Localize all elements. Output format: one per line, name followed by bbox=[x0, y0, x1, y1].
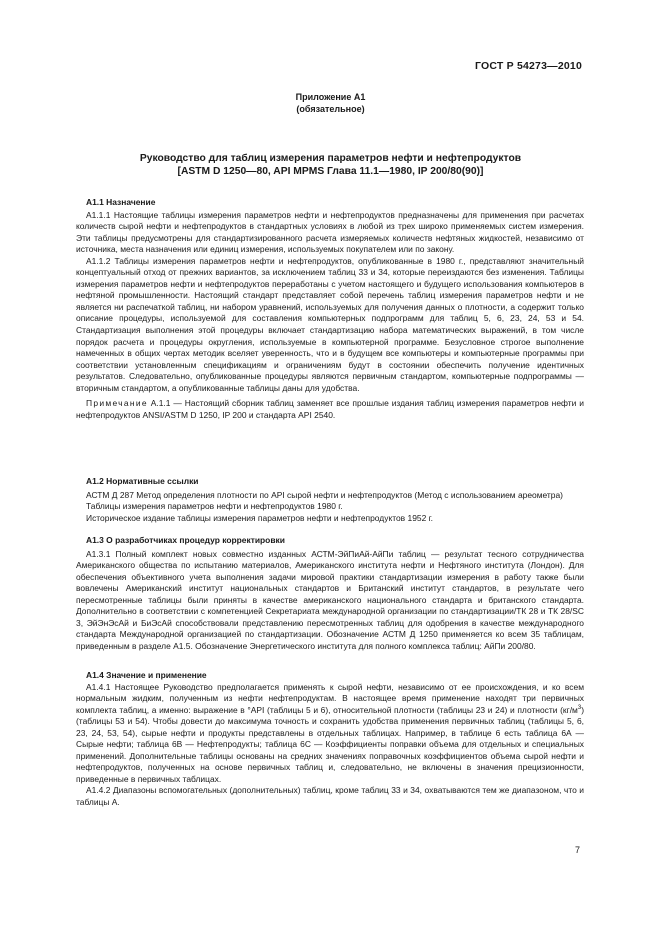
document-title bbox=[0, 152, 661, 178]
annex-status: (обязательное) bbox=[296, 104, 365, 114]
note-a1-1 bbox=[76, 398, 584, 421]
document-title-line1: Руководство для таблиц измерения параметров нефти и нефтепродуктов bbox=[139, 153, 522, 164]
standard-id: ГОСТ Р 54273—2010 bbox=[474, 60, 582, 72]
section-a1-2 bbox=[76, 476, 584, 524]
note-label: Примечание bbox=[86, 398, 148, 409]
paragraph-a1-1-2: А1.1.2 Таблицы измерения параметров нефти и нефтепродуктов, опубликованные в 1980 г., представляют значительный концептуальный отход от прежних вариантов, за исключением таблиц 33 и 34, которые переиздаются без изменения. Таблицы измерения параметров нефти и нефтепродуктов переработаны с учетом настоящего и будущего использования компьютеров в нефтяной промышленности. Настоящий стандарт представляет собой перечень таблиц измерения параметров нефти и не является ни распечаткой таблиц, ни набором уравнений, используемых для получения данных о плотности, а содержит только описание процедуры, используемой для составления компьютерных подпрограмм для таблиц 5, 6, 23, 24, 53 и 54. Стандартизация выполнения этой процедуры включает стандартизацию набора математических выражений, в том числе порядок расчета и процедуры округления, используемые в компьютерной программе. Безусловное строгое выполнение намеченных в общих чертах методик вселяет уверенность, что и в будущем все компьютеры и компьютерные программы при соответствии установленным спецификациям и ограничениям будут в состоянии обеспечить получение идентичных результатов. Следовательно, опубликованные процедуры являются первичным стандартом, компьютерные подпрограммы — вторичным стандартом, а опубликованные таблицы даны для удобства. bbox=[76, 255, 584, 393]
paragraph-a1-3-1: А1.3.1 Полный комплект новых совместно изданных АСТМ-ЭйПиАй-АйПи таблиц — результат тесного сотрудничества Американского общества по испытанию материалов, Американского института нефти и Нефтяного института (Лондон). Для обеспечения объективного учета выполнения задачи мировой практики стандартизации измерения в работу также были вовлечены Американский институт национальных стандартов и Британский институт стандартов, в результате чего пересмотренные таблицы были приняты в качестве американского национального стандарта и британского стандарта. Дополнительно в соответствии с компетенцией Секретариата международной организации по стандартизации/ТК 28 и ТК 28/SC 3, ЭйЭнЭсАй и БиЭсАй способствовали представлению пересмотренных таблиц для одобрения в качестве международного стандарта Международной организацией по стандартизации. Обозначение АСТМ Д 1250 применяется ко всем 35 таблицам, приведенным в разделе А1.5. Обозначение Энергетического института для полного комплекса таблиц: АйПи 200/80. bbox=[76, 548, 584, 651]
paragraph-a1-1-1: А1.1.1 Настоящие таблицы измерения параметров нефти и нефтепродуктов предназначены для применения при расчетах количеств сырой нефти и нефтепродуктов в стандартных условиях в любой из трех широко применяемых систем измерения. Эти таблицы предусмотрены для стандартизированного расчета измеряемых количеств нефтяных жидкостей, независимо от источника, места назначения или единиц измерения, используемых покупателем или по закону. bbox=[76, 209, 584, 255]
section-heading: А1.1 Назначение bbox=[86, 197, 156, 207]
annex-title: Приложение А1 bbox=[295, 92, 366, 102]
page-number: 7 bbox=[574, 845, 580, 855]
reference-item: Таблицы измерения параметров нефти и нефтепродуктов 1980 г. bbox=[86, 501, 343, 512]
document-title-line2: [ASTM D 1250—80, API MPMS Глава 11.1—1980, IP 200/80(90)] bbox=[177, 166, 484, 177]
annex-heading bbox=[0, 91, 661, 115]
paragraph-a1-4-2: А1.4.2 Диапазоны вспомогательных (дополнительных) таблиц, кроме таблиц 33 и 34, охватываются тем же диапазоном, что и таблицы А. bbox=[76, 785, 584, 808]
section-heading: А1.2 Нормативные ссылки bbox=[86, 476, 199, 486]
note-text: А.1.1 — Настоящий сборник таблиц заменяет все прошлые издания таблиц измерения параметров нефти и нефтепродуктов ANSI/ASTM D 1250, IP 200 и стандарта API 2540. bbox=[76, 398, 584, 420]
paragraph-a1-4-1: А1.4.1 Настоящее Руководство предполагается применять к сырой нефти, независимо от ее происхождения, и ко всем нормальным жидким, полученным из нефти нефтепродуктам. В настоящее время применение находят три первичных комплекта таблиц, а именно: выражение в °API (таблицы 5 и 6), относительной плотности (таблицы 23 и 24) и плотности $(кг/м^3)$ (таблицы 53 и 54). Чтобы довести до максимума точность и сохранить удобства применения первичных таблиц (таблицы 5, 6, 23, 24, 53, 54), сырые нефти и продукты представлены в отдельных таблицах. Например, в таблице 6 есть таблица 6А — Сырые нефти; таблица 6В — Нефтепродукты; таблица 6С — Коэффициенты поправки объема для отдельных и специальных применений. Дополнительные таблицы основаны на средних значениях поправочных коэффициентов объема сырой нефти и нефтепродуктов, полученных на основе первичных таблиц и, следовательно, не включены в значения прецизионности, приведенные в первичных таблицах. bbox=[76, 681, 584, 784]
reference-item: АСТМ Д 287 Метод определения плотности по API сырой нефти и нефтепродуктов (Метод с использованием ареометра) bbox=[86, 489, 563, 500]
reference-item: Историческое издание таблицы измерения параметров нефти и нефтепродуктов 1952 г. bbox=[86, 512, 434, 523]
section-heading: А1.3 О разработчиках процедур корректировки bbox=[86, 535, 285, 545]
section-heading: А1.4 Значение и применение bbox=[86, 670, 207, 680]
section-a1-4 bbox=[76, 670, 584, 809]
section-a1-1 bbox=[76, 197, 584, 421]
section-a1-3 bbox=[76, 535, 584, 652]
